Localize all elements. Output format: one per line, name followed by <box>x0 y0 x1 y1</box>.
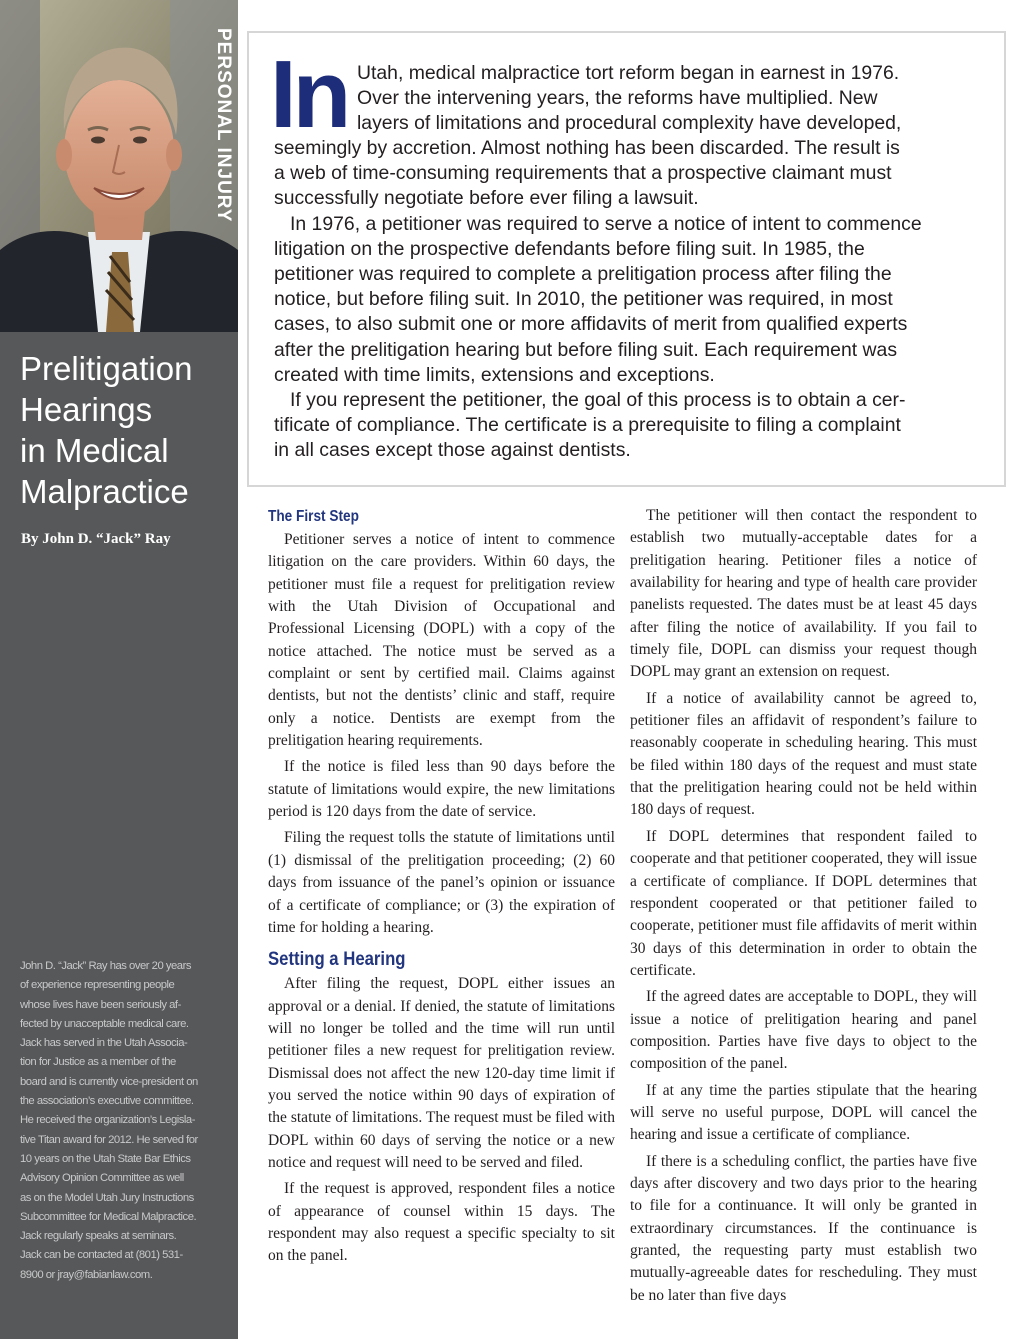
intro-line: in all cases except those against dentists. <box>274 439 631 461</box>
column-left <box>268 505 615 1268</box>
bio-line: Jack regularly speaks at seminars. <box>20 1230 177 1243</box>
column-right <box>630 505 977 1307</box>
paragraph: The petitioner will then contact the respondent to establish two mutually-acceptable dates for a prelitigation hearing. Petitioner files a notice of availability for hearing and type of health care provider panelists requested. The dates must be at least 45 days after filing the notice of availability. If you fail to timely file, DOPL can dismiss your request though DOPL may grant an extension on request. <box>630 507 977 681</box>
section-tag: PERSONAL INJURY <box>213 28 234 223</box>
paragraph: If the notice is filed less than 90 days before the statute of limitations would expire, the new limitations period is 120 days from the date of service. <box>268 758 615 821</box>
heading-setting-a-hearing: Setting a Hearing <box>268 949 406 971</box>
title-line: Prelitigation <box>20 350 193 387</box>
paragraph: If at any time the parties stipulate that the hearing will serve no useful purpose, DOPL will cancel the hearing and issue a certificate of compliance. <box>630 1081 977 1144</box>
paragraph: Filing the request tolls the statute of limitations until (1) dismissal of the prelitigation proceeding; (2) 60 days from issuance of the panel’s opinion or issuance of a certificate of compliance; or (3) the expiration of time for holding a hearing. <box>268 829 615 936</box>
intro-line: seemingly by accretion. Almost nothing has been discarded. The result is <box>274 137 900 159</box>
paragraph: If the agreed dates are acceptable to DOPL, they will issue a notice of prelitigation hearing and panel composition. Parties have five days to object to the composition of the panel. <box>630 988 977 1073</box>
bio-line: fected by unacceptable medical care. <box>20 1017 189 1030</box>
author-bio <box>20 957 230 1285</box>
bio-line: tive Titan award for 2012. He served for <box>20 1133 198 1146</box>
paragraph: If a notice of availability cannot be agreed to, petitioner files an affidavit of respondent’s failure to reasonably cooperate in scheduling hearing. This must be filed within 180 days of the request and must state that the prelitigation hearing could not be held within 180 days of request. <box>630 689 977 819</box>
paragraph: Petitioner serves a notice of intent to commence litigation on the care providers. Within 60 days, the petitioner must file a request for prelitigation review with the Utah Division of Occupational and Professional Licensing (DOPL) with a copy of the notice attached. The notice must be served as a complaint or sent by certified mail. Claims against dentists, but not the dentists’ clinic and staff, require only a notice. Dentists are exempt from the prelitigation hearing requirements. <box>268 531 615 750</box>
intro-line: cases, to also submit one or more affidavits of merit from qualified experts <box>274 313 908 335</box>
article-title <box>20 348 235 512</box>
intro-line: notice, but before filing suit. In 2010, the petitioner was required, in most <box>274 288 893 310</box>
bio-line: tion for Justice as a member of the <box>20 1056 176 1069</box>
intro-line: layers of limitations and procedural complexity have developed, <box>357 112 902 134</box>
title-line: Malpractice <box>20 473 189 510</box>
intro-line: successfully negotiate before ever filing a lawsuit. <box>274 187 699 209</box>
bio-line: Advisory Opinion Committee as well <box>20 1172 184 1185</box>
bio-line: as on the Model Utah Jury Instructions <box>20 1191 194 1204</box>
bio-line: Jack can be contacted at (801) 531- <box>20 1249 183 1262</box>
intro-line: If you represent the petitioner, the goal of this process is to obtain a cer- <box>290 389 906 411</box>
paragraph: If there is a scheduling conflict, the parties have five days after discovery and two days prior to the hearing to file for a continuance. It will only be granted in extraordinary circumstances. If the continuance is granted, the requesting party must establish two mutually-agreeable dates for rescheduling. They must be no later than five days <box>630 1152 977 1304</box>
intro-line: Utah, medical malpractice tort reform began in earnest in 1976. <box>357 62 900 84</box>
bio-line: of experience representing people <box>20 979 175 992</box>
intro-line: created with time limits, extensions and exceptions. <box>274 364 715 386</box>
title-line: in Medical <box>20 432 169 469</box>
bio-line: Jack has served in the Utah Associa- <box>20 1037 188 1050</box>
intro-line: tificate of compliance. The certificate is a prerequisite to filing a complaint <box>274 414 901 436</box>
bio-line: the association’s executive committee. <box>20 1095 194 1108</box>
intro-line: petitioner was required to complete a prelitigation process after filing the <box>274 263 892 285</box>
intro-line: after the prelitigation hearing but before filing suit. Each requirement was <box>274 339 898 361</box>
paragraph: If the request is approved, respondent files a notice of appearance of counsel within 15 days. The respondent may also request a specific specialty to sit on the panel. <box>268 1180 615 1265</box>
intro-line: litigation on the prospective defendants before filing suit. In 1985, the <box>274 238 865 260</box>
intro-line: Over the intervening years, the reforms have multiplied. New <box>357 87 878 109</box>
bio-line: He received the organization’s Legisla- <box>20 1114 195 1127</box>
author-portrait <box>0 0 238 332</box>
bio-line: Subcommittee for Medical Malpractice. <box>20 1210 197 1223</box>
bio-line: 10 years on the Utah State Bar Ethics <box>20 1152 191 1165</box>
byline: By John D. “Jack” Ray <box>21 531 171 547</box>
drop-cap: In <box>270 41 348 148</box>
heading-first-step: The First Step <box>268 508 359 525</box>
sidebar <box>0 0 238 1339</box>
intro-line: a web of time-consuming requirements that a prospective claimant must <box>274 162 892 184</box>
bio-line: 8900 or jray@fabianlaw.com. <box>20 1268 153 1281</box>
title-line: Hearings <box>20 391 153 428</box>
bio-line: John D. “Jack” Ray has over 20 years <box>20 960 191 972</box>
bio-line: board and is currently vice-president on <box>20 1075 198 1088</box>
bio-line: whose lives have been seriously af- <box>20 998 181 1011</box>
paragraph: After filing the request, DOPL either issues an approval or a denial. If denied, the statute of limitations will no longer be tolled and the time will run until petitioner files a new request for prelitigation review. Dismissal does not affect the new 120-day time limit if you served the notice within 90 days of expiration of the statute of limitations. The request must be filed with DOPL within 60 days of serving the notice or a new notice and request will need to be served and filed. <box>268 975 615 1171</box>
intro-line: In 1976, a petitioner was required to serve a notice of intent to commence <box>290 213 922 235</box>
paragraph: If DOPL determines that respondent failed to cooperate and that petitioner cooperated, they will issue a certificate of compliance. If DOPL determines that respondent cooperated or that petitioner failed to cooperate, petitioner must file affidavits of merit within 30 days of this determination in order to obtain the certificate. <box>630 827 977 979</box>
